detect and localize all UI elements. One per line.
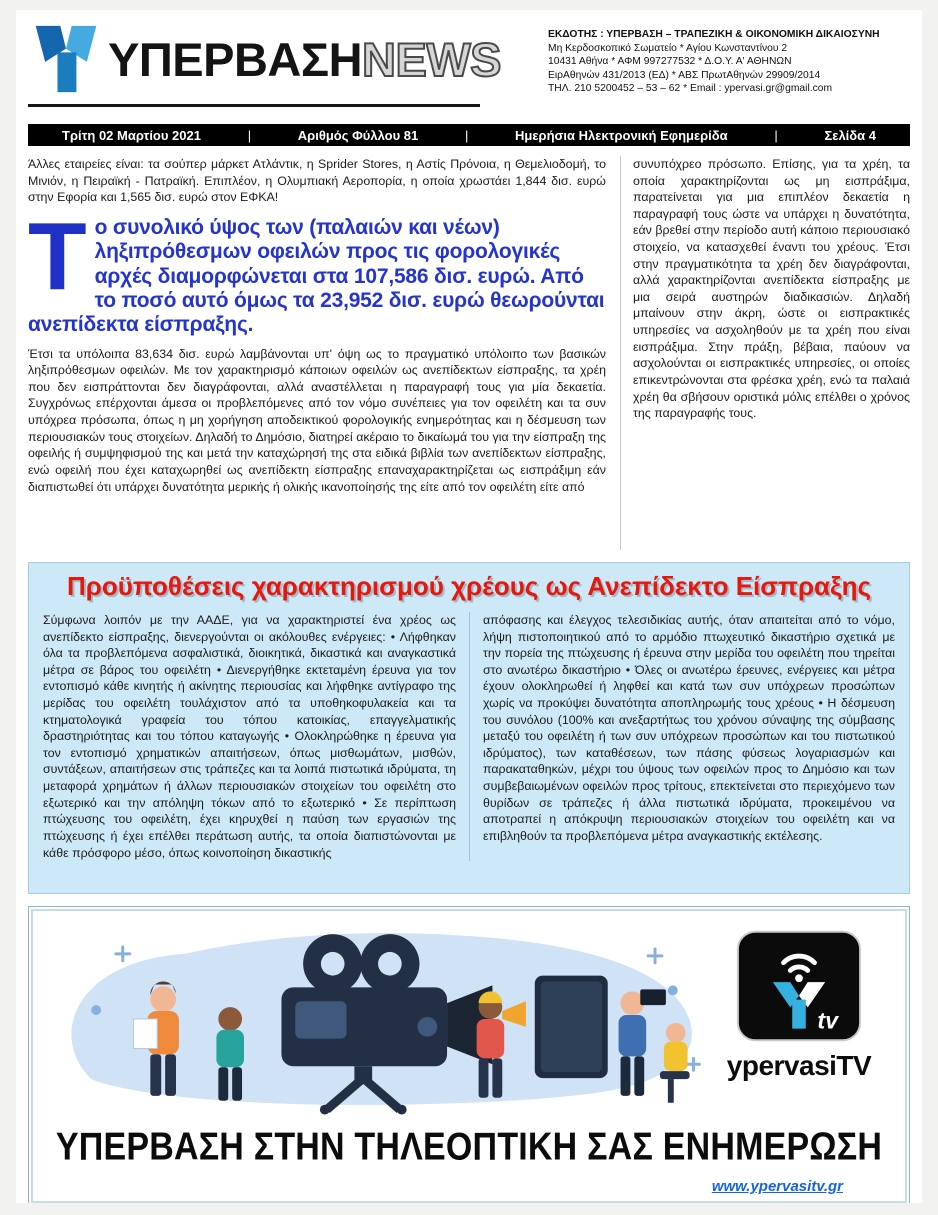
publisher-line: 10431 Αθήνα * ΑΦΜ 997277532 * Δ.Ο.Υ. Α' ΑΘΗΝΩΝ	[548, 56, 792, 68]
dateline-separator: |	[774, 127, 778, 143]
tv-banner	[28, 906, 910, 1203]
tv-logo-label: ypervasiTV	[726, 1050, 872, 1081]
banner-url-link[interactable]: www.ypervasitv.gr	[711, 1178, 843, 1195]
tv-glyph-text: tv	[817, 1007, 839, 1034]
dateline-bar	[28, 124, 910, 146]
dateline-separator: |	[247, 127, 252, 143]
article-main-column	[28, 156, 620, 550]
article-body-right: συνυπόχρεο πρόσωπο. Επίσης, για τα χρέη, τα οποία χαρακτηρίζονται ως μη εισπράξιμα, παρατείνεται για μια επιπλέον δεκαετία η παραγραφή τους ώστε να υπάρχει η δυνατότητα, εάν βρεθεί στην περίοδο αυτή κάποιο περιουσιακό στοιχείο, να κατασχεθεί έναντι του χρέους. Έτσι στην πραγματικότητα τα χρέη δεν διαγράφονται, αλλά χαρακτηρίζονται ανεπίδεκτα είσπραξης με μια σειρά αυστηρών διαδικασιών. Δηλαδή μπαίνουν στην άκρη, ώστε οι εισπρακτικές υπηρεσίες να ασχοληθούν με τα χρέη που είναι εισπράξιμα. Στην πράξη, βέβαια, παύουν να ασχολούνται οι εισπρακτικές υπηρεσίες, οι οποίες επικεντρώνονται στα φρέσκα χρέη, ενώ τα παλαιά χρέη θα σβήσουν οριστικά μόλις επέλθει ο χρόνος της παραγραφής τους.	[633, 157, 910, 421]
publisher-line-contact: ΤΗΛ. 210 5200452 – 53 – 62 * Email : ypervasi.gr@gmail.com	[548, 83, 833, 95]
dateline-page-number: Σελίδα 4	[824, 127, 876, 143]
main-article	[28, 156, 910, 550]
brand-word-news: NEWS	[362, 32, 502, 86]
conditions-section	[28, 562, 910, 894]
publisher-line: ΕιρΑθηνών 431/2013 (ΕΔ) * ΑΒΣ ΠρωτΑθηνών 29909/2014	[548, 69, 821, 81]
brand-y-icon	[30, 22, 102, 96]
publisher-line: ΕΚΔΟΤΗΣ : ΥΠΕΡΒΑΣΗ – ΤΡΑΠΕΖΙΚΗ & ΟΙΚΟΝΟΜΙΚΗ ΔΙΚΑΙΟΣΥΝΗ	[548, 29, 880, 40]
dateline-type: Ημερήσια Ηλεκτρονική Εφημερίδα	[515, 127, 728, 143]
brand-name	[108, 32, 502, 86]
headline-text: ο συνολικό ύψος των (παλαιών και νέων) ληξιπρόθεσμων οφειλών προς τις φορολογικές αρχές διαμορφώνεται στα 107,586 δισ. ευρώ. Από το ποσό αυτό όμως τα 23,952 δισ. ευρώ θεωρούνται ανεπίδεκτα είσπραξης.	[28, 215, 605, 337]
section-col-left: Σύμφωνα λοιπόν με την ΑΑΔΕ, για να χαρακτηριστεί ένα χρέος ως ανεπίδεκτο είσπραξης, διενεργούνται οι ακόλουθες ενέργειες: • Λήφθηκαν όλα τα προβλεπόμενα ασφαλιστικά, διοικητικά, δικαστικά και αναγκαστικά μέτρα σε βάρος του οφειλέτη • Διενεργήθηκε εκτεταμένη έρευνα για τον εντοπισμό κάθε κινητής ή ακίνητης περιουσίας και λήφθηκε αντίγραφο της μερίδας του οφειλέτη τουλάχιστον από τα υποθηκοφυλακεία και τα κτηματολογικά γραφεία του τόπου κατοικίας, επαγγελματικής δραστηριότητας και του τόπου καταγωγής • Ολοκληρώθηκε η έρευνα για τον εντοπισμό χρηματικών απαιτήσεων, όπως μισθωμάτων, μισθών, συντάξεων, απαιτήσεων στις τράπεζες και τα λοιπά πιστωτικά ιδρύματα, τη μεταφορά χρημάτων ή άλλων περιουσιακών στοιχείων του οφειλέτη στο εξωτερικό και την απόληψη τόκων από το εξωτερικό • Σε περίπτωση πτώχευσης του οφειλέτη, έχει κηρυχθεί η παύση των εργασιών της πτώχευσης ή έχει επέλθει περάτωση αυτής, τα οποία διαπιστώνονται με κάθε πρόσφορο μέσο, όπως κοινοποίηση δικαστικής	[43, 613, 456, 860]
brand-logo	[28, 18, 502, 107]
headline-dropcap: Τ	[28, 202, 87, 310]
section-columns	[43, 612, 895, 861]
article-side-column	[620, 156, 910, 550]
article-headline	[28, 202, 606, 338]
monitor-illustration	[535, 976, 608, 1079]
tv-logo-icon	[736, 929, 862, 1043]
brand-word-ypervasi: ΥΠΕΡΒΑΣΗ	[108, 32, 363, 86]
publisher-line: Μη Κερδοσκοπικό Σωματείο * Αγίου Κωνσταντίνου 2	[548, 42, 788, 54]
publisher-info	[548, 18, 910, 96]
section-title: Προϋποθέσεις χαρακτηρισμού χρέους ως Ανεπίδεκτο Είσπραξης	[66, 571, 872, 601]
ypervasi-tv-logo	[705, 929, 893, 1082]
banner-caption: ΥΠΕΡΒΑΣΗ ΣΤΗΝ ΤΗΛΕΟΠΤΙΚΗ ΣΑΣ ΕΝΗΜΕΡΩΣΗ	[55, 1125, 883, 1169]
dateline-issue: Αριθμός Φύλλου 81	[297, 127, 419, 143]
dateline-separator: |	[464, 127, 469, 143]
tv-crew-illustration	[37, 915, 727, 1115]
section-col-right: απόφασης και έλεγχος τελεσιδικίας αυτής, όταν απαιτείται από το νόμο, λήψη πιστοποιητικού από το αρμόδιο πτωχευτικό δικαστήριο σχετικά με την πορεία της πτώχευσης ή έρευνα στην μερίδα του οφειλέτη που τηρείται στο ανωτέρω δικαστήριο • Όλες οι ανωτέρω έρευνες, ενέργειες και μέτρα έχουν ολοκληρωθεί ή ληφθεί και κατά των συν υπόχρεων προσώπων χωρίς να προκύψει δυνατότητα αποπληρωμής τους χρέους • Η δέσμευση του συνόλου (100% και ανεξαρτήτως του χρόνου σύναψης της σύμβασης μεταξύ του οφειλέτη ή των συν υπόχρεων προσώπων και του πιστωτικού ιδρύματος), των καταθέσεων, των πάσης φύσεως λογαριασμών και παρακαταθηκών, μέχρι του ύψους των οφειλών προς το Δημόσιο και των συμβεβαιωμένων οφειλών προς τρίτους, επεκτείνεται στο περιεχόμενο των θυρίδων σε τράπεζες ή άλλα πιστωτικά ιδρύματα, προκειμένου να αποτραπεί η απόκρυψη περιουσιακών στοιχείων του οφειλέτη και να επιβληθούν τα προβλεπόμενα μέτρα αναγκαστικής εκτέλεσης.	[469, 612, 895, 861]
page-sheet	[16, 10, 922, 1203]
intro-paragraph: Άλλες εταιρείες είναι: τα σούπερ μάρκετ Ατλάντικ, η Sprider Stores, η Αστίς Πρόνοια, η Θεμελιοδομή, το Μινιόν, η Πειραϊκή - Πατραϊκή. Επιπλέον, η Ολυμπιακή Αεροπορία, η οποία χρωστάει 1,844 δισ. ευρώ στην Εφορία και 1,565 δισ. ευρώ στον ΕΦΚΑ!	[28, 157, 606, 205]
dateline-date: Τρίτη 02 Μαρτίου 2021	[62, 127, 201, 143]
header	[28, 18, 910, 118]
article-body-left: Έτσι τα υπόλοιπα 83,634 δισ. ευρώ λαμβάνονται υπ' όψη ως το πραγματικό υπόλοιπο των βασικών ληξιπρόθεσμων οφειλών. Με τον χαρακτηρισμό κάποιων οφειλών ως ανεπίδεκτων είσπραξης, τα χρέη που δεν εισπράττονται δεν διαγράφονται, αλλά αναστέλλεται η παραγραφή τους για μία δεκαετία. Συγχρόνως επέρχονται άμεσα οι προβλεπόμενες από τον νόμο συνέπειες για τον οφειλέτη και τα συν υπόχρεα πρόσωπα, όπως η μη χορήγηση αποδεικτικού φορολογικής ενημερότητας και η δέσμευση των περιουσιακών τους στοιχείων. Δηλαδή το Δημόσιο, διατηρεί ακέραιο το δικαίωμά του για την είσπραξη της οφειλής ή συμψηφισμού της και μετά την καταχώρησή της στα ειδικά βιβλία των ανεπίδεκτων είσπραξης, ενώ οφειλή που έχει καταχωρηθεί ως ανεπίδεκτη είσπραξης επαναχαρακτηρίζεται ως εισπράξιμη εάν διαπιστωθεί ότι υπάρχει δυνατότητα μερικής ή ολικής ικανοποίησής της είτε από τον οφειλέτη είτε από	[28, 346, 606, 494]
